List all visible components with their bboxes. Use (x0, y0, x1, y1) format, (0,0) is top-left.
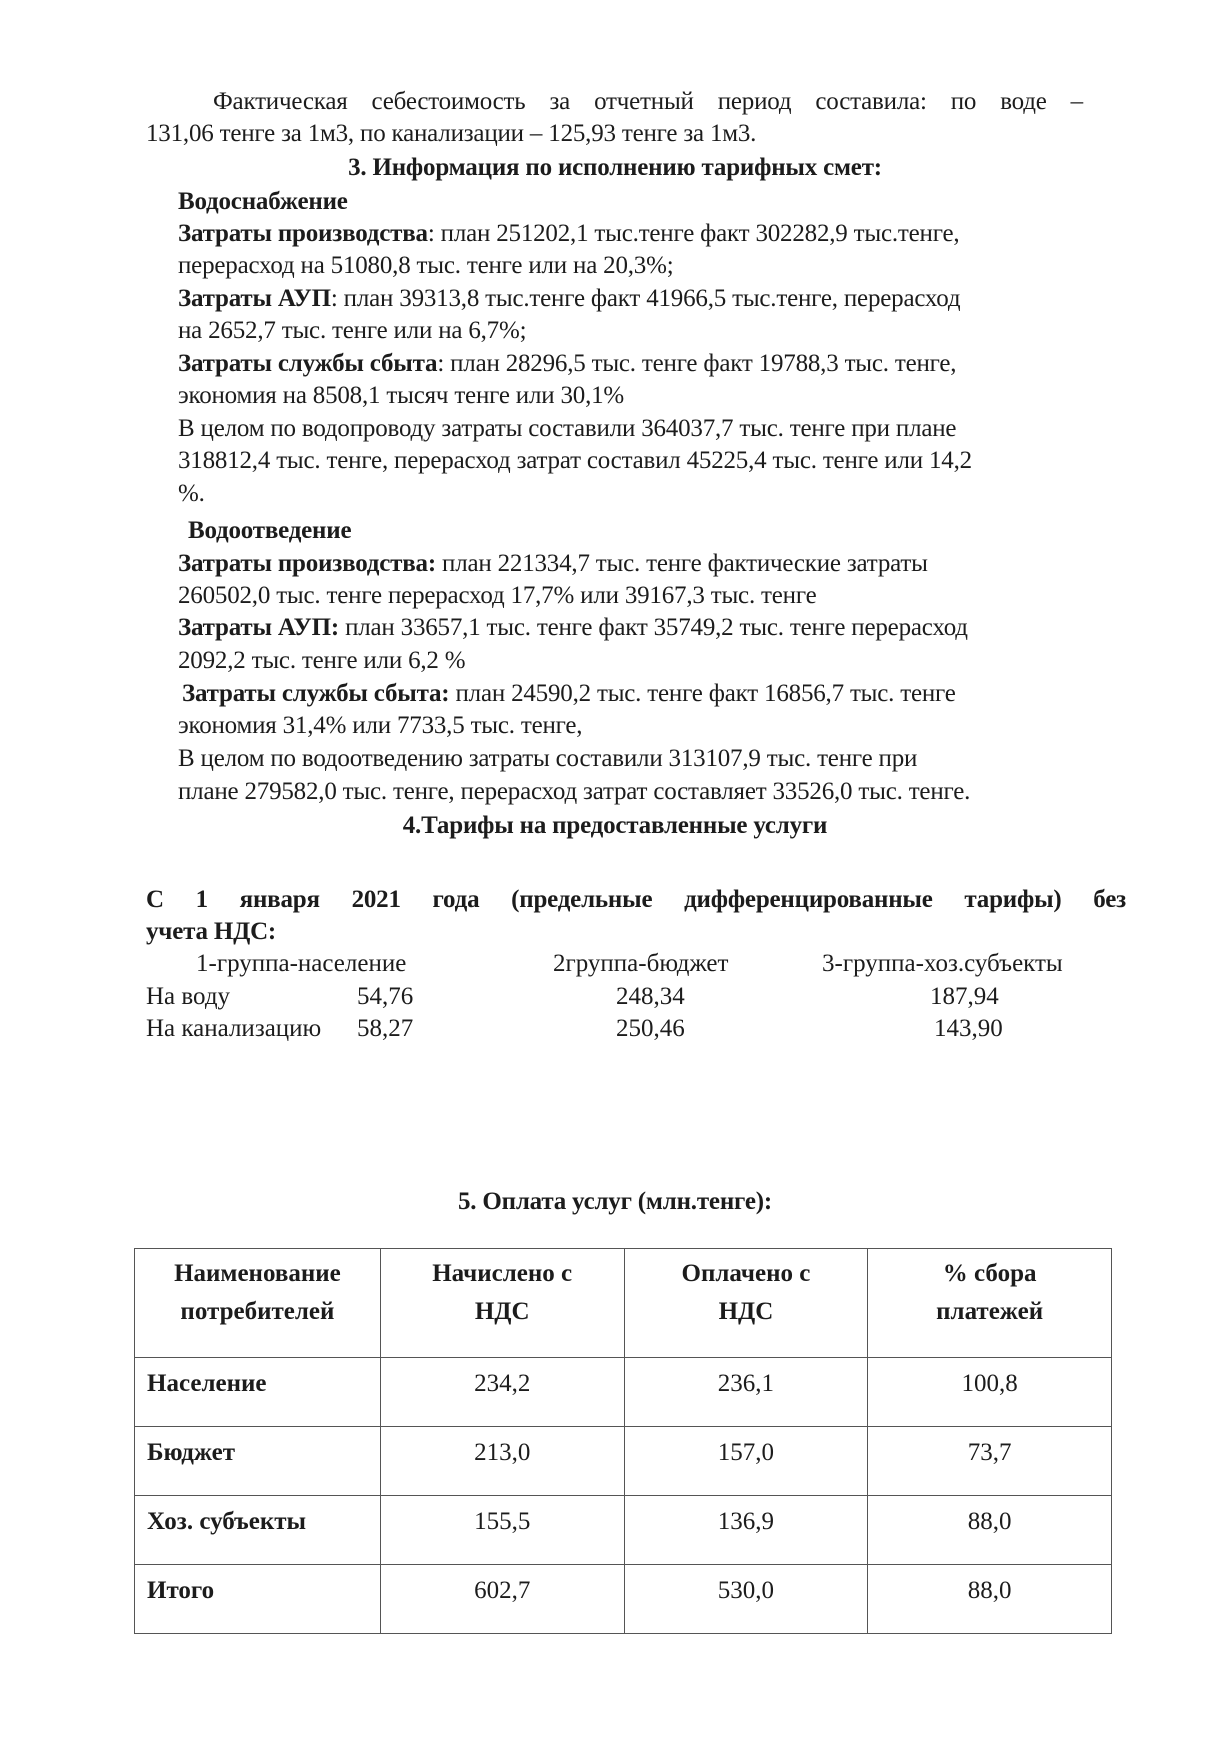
sewer-aup-label: Затраты АУП: (178, 614, 340, 641)
cell-consumer: Хоз. субъекты (135, 1496, 381, 1565)
sewer-production-line-1 (178, 548, 928, 580)
cell-paid: 530,0 (624, 1565, 868, 1634)
sewer-aup-line-2: 2092,2 тыс. тенге или 6,2 % (178, 647, 466, 674)
tariff-row-water-value-1: 54,76 (357, 983, 414, 1010)
payments-table-header-row (135, 1249, 1112, 1358)
cell-accrued: 602,7 (380, 1565, 624, 1634)
water-sales-text: : план 28296,5 тыс. тенге факт 19788,3 тыс. тенге, (437, 350, 957, 377)
cell-consumer: Бюджет (135, 1427, 381, 1496)
tariff-row-water-value-2: 248,34 (616, 983, 685, 1010)
water-production-text: : план 251202,1 тыс.тенге факт 302282,9 тыс.тенге, (427, 220, 960, 247)
payments-table (134, 1248, 1112, 1634)
section4-subtitle-line-1: С 1 января 2021 года (предельные дифференцированные тарифы) без (146, 886, 1126, 913)
tariff-group-2-header: 2группа-бюджет (553, 950, 729, 977)
water-aup-label: Затраты АУП (178, 285, 331, 312)
sewer-production-line-2: 260502,0 тыс. тенге перерасход 17,7% или 39167,3 тыс. тенге (178, 582, 817, 609)
cell-accrued: 155,5 (380, 1496, 624, 1565)
water-sales-line-1 (178, 348, 956, 380)
table-row (135, 1427, 1112, 1496)
sewer-aup-line-1 (178, 612, 968, 644)
section5-title: 5. Оплата услуг (млн.тенге): (457, 1188, 772, 1215)
water-aup-text: : план 39313,8 тыс.тенге факт 41966,5 тыс.тенге, перерасход (330, 285, 961, 312)
sewer-total-line-2: плане 279582,0 тыс. тенге, перерасход затрат составляет 33526,0 тыс. тенге. (178, 778, 971, 805)
water-sales-label: Затраты службы сбыта (178, 350, 438, 377)
tariff-row-sewer-value-3: 143,90 (934, 1015, 1003, 1042)
sewer-sales-text: план 24590,2 тыс. тенге факт 16856,7 тыс. тенге (449, 680, 956, 707)
tariff-row-water-value-3: 187,94 (930, 983, 999, 1010)
water-production-label: Затраты производства (178, 220, 428, 247)
sewer-production-text: план 221334,7 тыс. тенге фактические затраты (435, 550, 928, 577)
water-production-line-2: перерасход на 51080,8 тыс. тенге или на 20,3%; (178, 252, 674, 279)
water-total-line-2: 318812,4 тыс. тенге, перерасход затрат составил 45225,4 тыс. тенге или 14,2 (178, 447, 972, 474)
water-aup-line-1 (178, 283, 960, 315)
cell-percent: 100,8 (868, 1358, 1112, 1427)
intro-line-1: Фактическая себестоимость за отчетный период составила: по воде – (213, 88, 1083, 115)
table-row (135, 1496, 1112, 1565)
cell-consumer: Итого (135, 1565, 381, 1634)
tariff-row-water-label: На воду (146, 983, 231, 1010)
cell-percent: 88,0 (868, 1496, 1112, 1565)
cell-accrued: 234,2 (380, 1358, 624, 1427)
sewer-production-label: Затраты производства: (178, 550, 436, 577)
table-row-total (135, 1565, 1112, 1634)
section4-title: 4.Тарифы на предоставленные услуги (402, 812, 828, 839)
sewer-total-line-1: В целом по водоотведению затраты составили 313107,9 тыс. тенге при (178, 745, 918, 772)
tariff-group-1-header: 1-группа-население (196, 950, 407, 977)
sewerage-heading: Водоотведение (188, 517, 352, 544)
tariff-row-sewer-value-1: 58,27 (357, 1015, 414, 1042)
water-aup-line-2: на 2652,7 тыс. тенге или на 6,7%; (178, 317, 527, 344)
header-percent: % сбора платежей (868, 1249, 1112, 1358)
cell-consumer: Население (135, 1358, 381, 1427)
header-consumer: Наименование потребителей (135, 1249, 381, 1358)
cell-percent: 88,0 (868, 1565, 1112, 1634)
water-sales-line-2: экономия на 8508,1 тысяч тенге или 30,1% (178, 382, 625, 409)
sewer-aup-text: план 33657,1 тыс. тенге факт 35749,2 тыс. тенге перерасход (339, 614, 968, 641)
water-supply-heading: Водоснабжение (178, 188, 348, 215)
cell-percent: 73,7 (868, 1427, 1112, 1496)
sewer-sales-label: Затраты службы сбыта: (182, 680, 450, 707)
tariff-group-3-header: 3-группа-хоз.субъекты (822, 950, 1063, 977)
header-accrued: Начислено с НДС (380, 1249, 624, 1358)
header-paid: Оплачено с НДС (624, 1249, 868, 1358)
table-row (135, 1358, 1112, 1427)
section3-title: 3. Информация по исполнению тарифных смет: (348, 154, 882, 181)
cell-paid: 236,1 (624, 1358, 868, 1427)
cell-accrued: 213,0 (380, 1427, 624, 1496)
intro-line-2: 131,06 тенге за 1м3, по канализации – 125,93 тенге за 1м3. (146, 120, 757, 147)
tariff-row-sewer-label: На канализацию (146, 1015, 322, 1042)
sewer-sales-line-1 (182, 678, 956, 710)
sewer-sales-line-2: экономия 31,4% или 7733,5 тыс. тенге, (178, 712, 583, 739)
cell-paid: 157,0 (624, 1427, 868, 1496)
tariff-row-sewer-value-2: 250,46 (616, 1015, 685, 1042)
water-total-line-1: В целом по водопроводу затраты составили 364037,7 тыс. тенге при плане (178, 415, 957, 442)
section4-subtitle-line-2: учета НДС: (146, 918, 277, 945)
cell-paid: 136,9 (624, 1496, 868, 1565)
water-total-line-3: %. (178, 480, 205, 507)
water-production-line-1 (178, 218, 959, 250)
